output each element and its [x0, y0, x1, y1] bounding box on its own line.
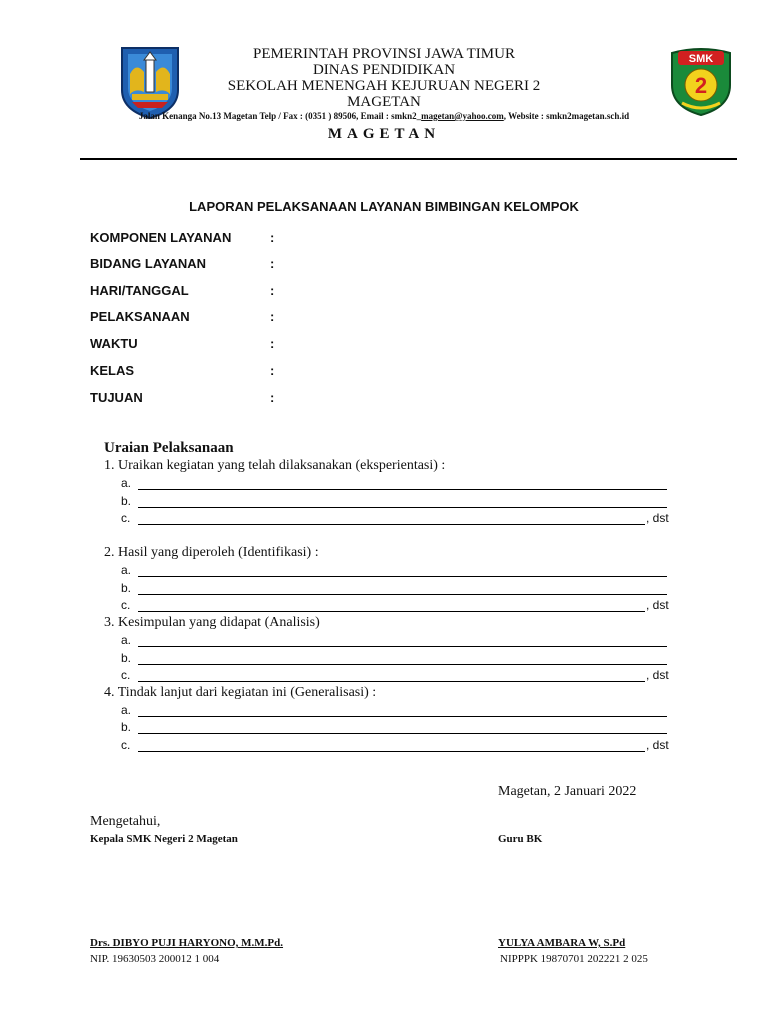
letterhead-divider — [80, 158, 737, 160]
field-colon: : — [270, 336, 275, 351]
field-label-tujuan: TUJUAN — [90, 390, 143, 405]
answer-letter: b. — [121, 720, 132, 734]
field-label-waktu: WAKTU — [90, 336, 138, 351]
answer-fill-line[interactable] — [138, 489, 667, 490]
principal-title: Kepala SMK Negeri 2 Magetan — [90, 833, 238, 845]
answer-letter: a. — [121, 476, 132, 490]
answer-letter: c. — [121, 598, 131, 612]
question-4: 4. Tindak lanjut dari kegiatan ini (Generalisasi) : — [104, 685, 377, 700]
signing-date: Magetan, 2 Januari 2022 — [498, 784, 637, 799]
address-suffix: , Website : smkn2magetan.sch.id — [503, 111, 630, 121]
question-1: 1. Uraikan kegiatan yang telah dilaksanakan (eksperientasi) : — [104, 458, 446, 473]
logo-number-text: 2 — [694, 73, 708, 98]
answer-letter: c. — [121, 511, 131, 525]
field-colon: : — [270, 230, 275, 245]
question-3: 3. Kesimpulan yang didapat (Analisis) — [104, 615, 320, 630]
field-colon: : — [270, 309, 275, 324]
counselor-nip: NIPPPK 19870701 202221 2 025 — [500, 953, 648, 965]
answer-fill-line[interactable] — [138, 681, 645, 682]
answer-fill-line[interactable] — [138, 524, 645, 525]
field-label-bidang: BIDANG LAYANAN — [90, 256, 207, 271]
answer-fill-line[interactable] — [138, 576, 667, 577]
answer-fill-line[interactable] — [138, 716, 667, 717]
answer-fill-line[interactable] — [138, 751, 645, 752]
letterhead-address — [0, 111, 768, 121]
answer-letter: a. — [121, 703, 132, 717]
field-label-pelaksanaan: PELAKSANAAN — [90, 309, 190, 324]
question-2: 2. Hasil yang diperoleh (Identifikasi) : — [104, 545, 319, 560]
letterhead-regency: MAGETAN — [347, 94, 421, 110]
answer-letter: b. — [121, 581, 132, 595]
answer-letter: c. — [121, 738, 131, 752]
answer-fill-line[interactable] — [138, 733, 667, 734]
document-title: LAPORAN PELAKSANAAN LAYANAN BIMBINGAN KELOMPOK — [189, 199, 579, 214]
address-prefix: Jalan Kenanga No.13 Magetan Telp / Fax : (0351 ) 89506, Email : smkn2_ — [138, 111, 422, 121]
field-colon: : — [270, 256, 275, 271]
field-label-kelas: KELAS — [90, 363, 135, 378]
field-colon: : — [270, 363, 275, 378]
uraian-title: Uraian Pelaksanaan — [104, 440, 234, 456]
letterhead-school-name: SEKOLAH MENENGAH KEJURUAN NEGERI 2 — [227, 78, 541, 94]
field-label-hari-tanggal: HARI/TANGGAL — [90, 283, 189, 298]
answer-fill-line[interactable] — [138, 646, 667, 647]
answer-letter: c. — [121, 668, 131, 682]
mengetahui-label: Mengetahui, — [90, 814, 161, 829]
letterhead-city: MAGETAN — [327, 126, 441, 142]
answer-letter: b. — [121, 494, 132, 508]
principal-name: Drs. DIBYO PUJI HARYONO, M.M.Pd. — [90, 937, 284, 949]
counselor-name: YULYA AMBARA W, S.Pd — [498, 937, 626, 949]
dst-label: , dst — [646, 738, 669, 752]
letterhead-province: PEMERINTAH PROVINSI JAWA TIMUR — [253, 46, 515, 62]
answer-fill-line[interactable] — [138, 664, 667, 665]
letterhead-department: DINAS PENDIDIKAN — [312, 62, 456, 78]
dst-label: , dst — [646, 598, 669, 612]
answer-letter: b. — [121, 651, 132, 665]
answer-letter: a. — [121, 633, 132, 647]
field-colon: : — [270, 390, 275, 405]
answer-fill-line[interactable] — [138, 594, 667, 595]
answer-fill-line[interactable] — [138, 611, 645, 612]
dst-label: , dst — [646, 668, 669, 682]
answer-fill-line[interactable] — [138, 507, 667, 508]
dst-label: , dst — [646, 511, 669, 525]
address-email-link[interactable]: magetan@yahoo.com — [421, 111, 504, 121]
logo-smk-text: SMK — [688, 53, 714, 65]
field-colon: : — [270, 283, 275, 298]
counselor-title: Guru BK — [498, 833, 543, 845]
principal-nip: NIP. 19630503 200012 1 004 — [90, 953, 220, 965]
answer-letter: a. — [121, 563, 132, 577]
field-label-komponen: KOMPONEN LAYANAN — [90, 230, 232, 245]
